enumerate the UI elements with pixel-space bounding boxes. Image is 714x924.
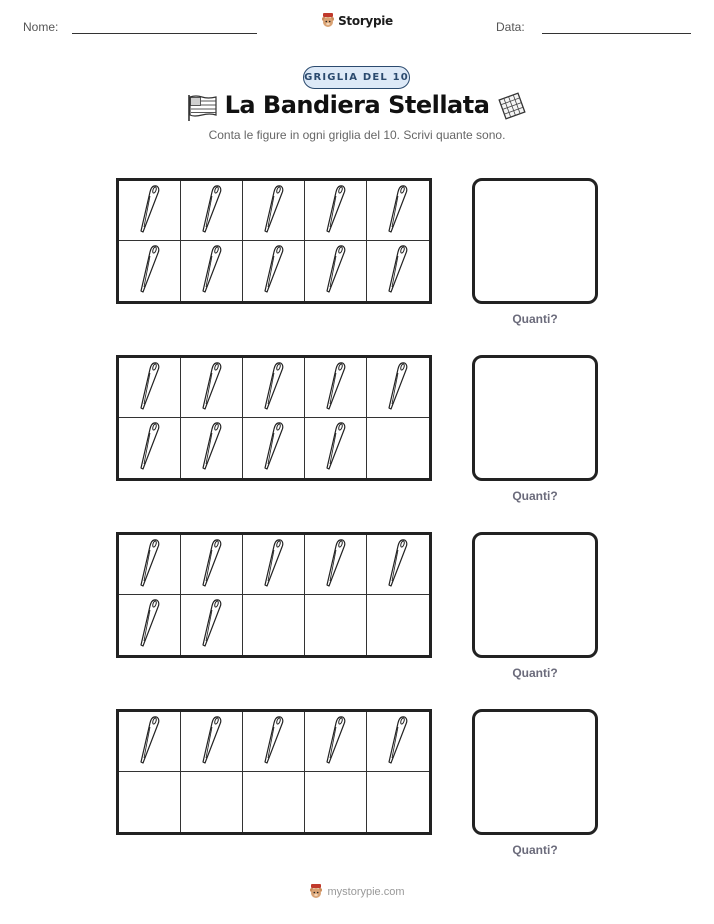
- answer-label: Quanti?: [512, 489, 558, 503]
- needle-icon: [199, 243, 225, 299]
- needle-icon: [199, 597, 225, 653]
- grid-cell: [305, 772, 367, 832]
- name-field[interactable]: [72, 33, 257, 34]
- answer-label: Quanti?: [512, 666, 558, 680]
- grid-cell: [305, 535, 367, 595]
- grid-cell: [181, 712, 243, 772]
- needle-icon: [137, 537, 163, 593]
- needle-icon: [199, 714, 225, 770]
- needle-icon: [385, 243, 411, 299]
- ten-frame-grid: [116, 532, 432, 658]
- bear-icon: [309, 884, 323, 900]
- needle-icon: [137, 243, 163, 299]
- grid-cell: [305, 358, 367, 418]
- needle-icon: [323, 360, 349, 416]
- grid-cell: [119, 712, 181, 772]
- grid-cell: [119, 241, 181, 301]
- needle-icon: [385, 183, 411, 239]
- bear-icon: [321, 13, 335, 29]
- needle-icon: [261, 420, 287, 476]
- grid-cell: [243, 712, 305, 772]
- grid-cell: [305, 712, 367, 772]
- needle-icon: [199, 537, 225, 593]
- needle-icon: [261, 243, 287, 299]
- needle-icon: [385, 537, 411, 593]
- needle-icon: [137, 714, 163, 770]
- grid-cell: [367, 772, 429, 832]
- needle-icon: [323, 714, 349, 770]
- grid-cell: [305, 241, 367, 301]
- grid-cell: [181, 358, 243, 418]
- grid-cell: [367, 358, 429, 418]
- grid-cell: [243, 418, 305, 478]
- grid-cell: [367, 241, 429, 301]
- grid-cell: [305, 595, 367, 655]
- grid-cell: [181, 418, 243, 478]
- needle-icon: [261, 537, 287, 593]
- quilt-icon: [497, 91, 527, 121]
- grid-cell: [119, 358, 181, 418]
- needle-icon: [137, 183, 163, 239]
- grid-cell: [181, 595, 243, 655]
- needle-icon: [199, 360, 225, 416]
- needle-icon: [199, 183, 225, 239]
- grid-cell: [367, 418, 429, 478]
- needle-icon: [323, 537, 349, 593]
- worksheet-type-badge: [303, 66, 410, 89]
- grid-cell: [305, 418, 367, 478]
- grid-cell: [119, 418, 181, 478]
- answer-label: Quanti?: [512, 312, 558, 326]
- grid-cell: [243, 535, 305, 595]
- ten-frame-grid: [116, 709, 432, 835]
- answer-label: Quanti?: [512, 843, 558, 857]
- date-label: Data:: [496, 20, 525, 34]
- answer-box[interactable]: [472, 178, 598, 304]
- date-field[interactable]: [542, 33, 691, 34]
- grid-cell: [243, 595, 305, 655]
- brand-logo: [0, 13, 714, 29]
- grid-cell: [119, 181, 181, 241]
- grid-cell: [243, 241, 305, 301]
- grid-cell: [243, 181, 305, 241]
- needle-icon: [261, 714, 287, 770]
- needle-icon: [323, 420, 349, 476]
- ten-frame-grid: [116, 178, 432, 304]
- needle-icon: [323, 243, 349, 299]
- needle-icon: [261, 360, 287, 416]
- grid-cell: [181, 535, 243, 595]
- grid-cell: [119, 535, 181, 595]
- grid-cell: [181, 772, 243, 832]
- needle-icon: [137, 360, 163, 416]
- needle-icon: [323, 183, 349, 239]
- answer-box[interactable]: [472, 709, 598, 835]
- ten-frame-grid: [116, 355, 432, 481]
- grid-cell: [367, 712, 429, 772]
- name-label: Nome:: [23, 20, 59, 34]
- grid-cell: [181, 181, 243, 241]
- needle-icon: [137, 597, 163, 653]
- needle-icon: [261, 183, 287, 239]
- instructions: Conta le figure in ogni griglia del 10. Scrivi quante sono.: [208, 128, 506, 142]
- footer: [0, 884, 714, 900]
- needle-icon: [385, 360, 411, 416]
- grid-cell: [243, 772, 305, 832]
- grid-cell: [367, 535, 429, 595]
- grid-cell: [367, 181, 429, 241]
- footer-url: mystorypie.com: [327, 886, 405, 898]
- grid-cell: [119, 595, 181, 655]
- grid-cell: [243, 358, 305, 418]
- answer-box[interactable]: [472, 355, 598, 481]
- answer-box[interactable]: [472, 532, 598, 658]
- needle-icon: [385, 714, 411, 770]
- grid-cell: [119, 772, 181, 832]
- needle-icon: [199, 420, 225, 476]
- badge-text: GRIGLIA DEL 10: [304, 72, 409, 83]
- page-title: La Bandiera Stellata: [224, 91, 490, 119]
- brand-name: Storypie: [338, 14, 393, 28]
- needle-icon: [137, 420, 163, 476]
- grid-cell: [181, 241, 243, 301]
- grid-cell: [305, 181, 367, 241]
- grid-cell: [367, 595, 429, 655]
